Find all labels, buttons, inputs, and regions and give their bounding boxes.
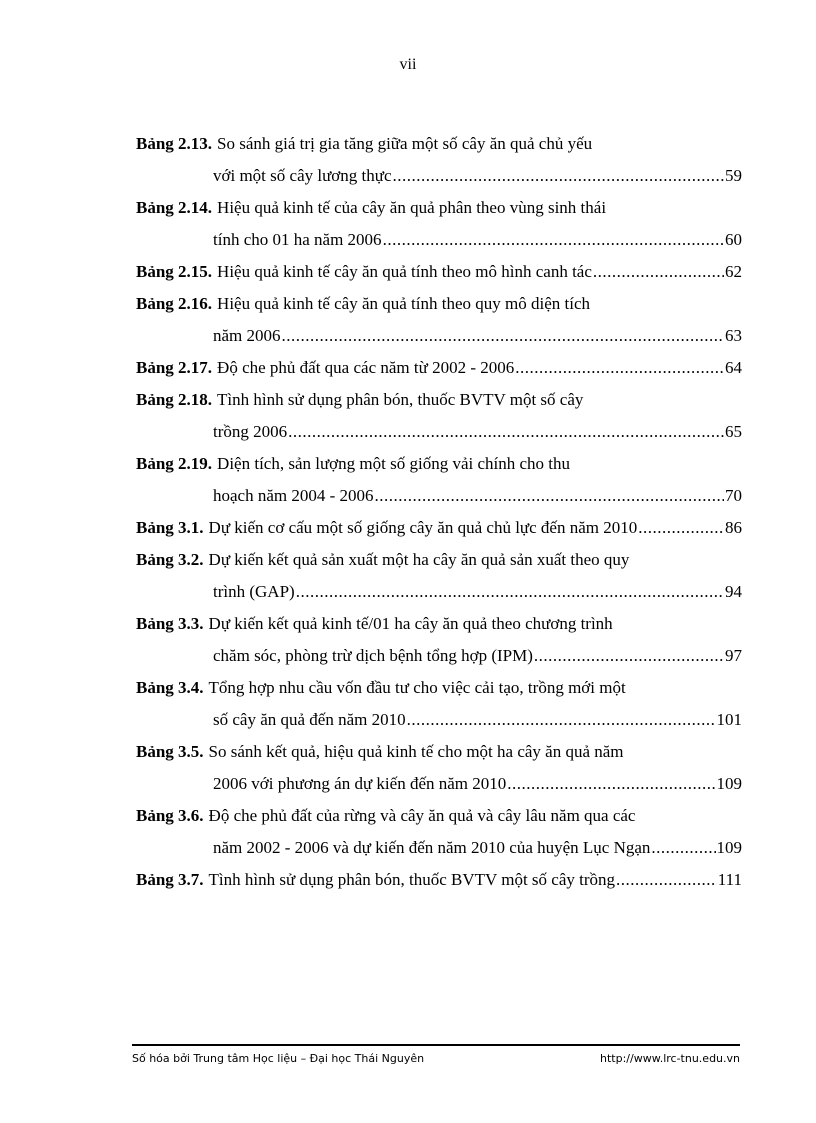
toc-entry-line [136,352,742,384]
page-ref: 101 [716,710,742,729]
table-title: trình (GAP) [213,582,295,601]
dot-leader [534,640,724,672]
table-title: So sánh giá trị gia tăng giữa một số cây ăn quả chủ yếu [217,134,593,153]
page-ref: 70 [725,486,742,505]
page-ref: 97 [725,646,742,665]
table-label: Bảng 2.16. [136,294,213,313]
table-label: Bảng 2.15. [136,262,213,281]
dot-leader [407,704,716,736]
table-title: Tình hình sử dụng phân bón, thuốc BVTV một số cây [217,390,584,409]
dot-leader [651,832,715,864]
toc-entry-line [136,128,742,160]
dot-leader [375,480,724,512]
toc-entry-line [136,192,742,224]
table-label: Bảng 2.13. [136,134,213,153]
toc-entry[interactable] [136,736,742,800]
toc-entry[interactable] [136,256,742,288]
toc-entry-line [136,800,742,832]
table-title: hoạch năm 2004 - 2006 [213,486,374,505]
footer-url[interactable]: http://www.lrc-tnu.edu.vn [600,1052,740,1065]
toc-entry-continuation [136,416,742,448]
page-ref: 60 [725,230,742,249]
toc-entry-line [136,544,742,576]
toc-entry-line [136,256,742,288]
table-title: với một số cây lương thực [213,166,392,185]
toc-entry-line [136,736,742,768]
toc-entry[interactable] [136,384,742,448]
toc-entry-line [136,512,742,544]
toc-entry-continuation [136,768,742,800]
toc-entry-continuation [136,320,742,352]
table-label: Bảng 2.18. [136,390,213,409]
table-label: Bảng 3.5. [136,742,204,761]
footer-divider [132,1044,740,1046]
toc-entry-continuation [136,576,742,608]
toc-entry[interactable] [136,288,742,352]
toc-entry-line [136,288,742,320]
page-ref: 62 [725,262,742,281]
table-label: Bảng 2.17. [136,358,213,377]
toc-entry-line [136,608,742,640]
toc-entry[interactable] [136,672,742,736]
table-title: Hiệu quả kinh tế cây ăn quả tính theo quy mô diện tích [217,294,591,313]
dot-leader [282,320,724,352]
toc-entry[interactable] [136,192,742,256]
table-title: trồng 2006 [213,422,288,441]
table-title: Độ che phủ đất qua các năm từ 2002 - 2006 [217,358,515,377]
table-title: số cây ăn quả đến năm 2010 [213,710,406,729]
dot-leader [515,352,724,384]
toc-entry[interactable] [136,544,742,608]
toc-entry[interactable] [136,128,742,192]
table-title: Dự kiến kết quả kinh tế/01 ha cây ăn quả theo chương trình [208,614,613,633]
page-number: vii [399,56,417,73]
dot-leader [296,576,724,608]
table-title: 2006 với phương án dự kiến đến năm 2010 [213,774,507,793]
table-title: Hiệu quả kinh tế cây ăn quả tính theo mô hình canh tác [217,262,592,281]
toc-entry-continuation [136,832,742,864]
table-title: Dự kiến cơ cấu một số giống cây ăn quả chủ lực đến năm 2010 [208,518,638,537]
toc-entry-line [136,448,742,480]
table-label: Bảng 2.14. [136,198,213,217]
dot-leader [288,416,724,448]
table-label: Bảng 2.19. [136,454,213,473]
toc-entry[interactable] [136,512,742,544]
page-ref: 64 [725,358,742,377]
dot-leader [507,768,715,800]
page-ref: 65 [725,422,742,441]
table-title: Dự kiến kết quả sản xuất một ha cây ăn quả sản xuất theo quy [208,550,630,569]
table-title: tính cho 01 ha năm 2006 [213,230,382,249]
toc-entry-line [136,672,742,704]
table-label: Bảng 3.6. [136,806,204,825]
toc-entry[interactable] [136,864,742,896]
page-ref: 86 [725,518,742,537]
dot-leader [393,160,724,192]
toc-entry[interactable] [136,352,742,384]
toc-entry-line [136,864,742,896]
page-ref: 109 [716,774,742,793]
toc-entry-line [136,384,742,416]
table-label: Bảng 3.4. [136,678,204,697]
toc-entry-continuation [136,704,742,736]
dot-leader [383,224,724,256]
toc-entry-continuation [136,224,742,256]
table-label: Bảng 3.2. [136,550,204,569]
page-ref: 111 [717,870,742,889]
table-title: Hiệu quả kinh tế của cây ăn quả phân theo vùng sinh thái [217,198,607,217]
page-ref: 94 [725,582,742,601]
page-ref: 109 [716,838,742,857]
toc-entry[interactable] [136,800,742,864]
page-ref: 63 [725,326,742,345]
table-title: Diện tích, sản lượng một số giống vải chính cho thu [217,454,571,473]
dot-leader [616,864,717,896]
page-ref: 59 [725,166,742,185]
toc-entry-continuation [136,480,742,512]
table-label: Bảng 3.1. [136,518,204,537]
footer [132,1052,740,1065]
list-of-tables [136,128,742,896]
table-title: Độ che phủ đất của rừng và cây ăn quả và cây lâu năm qua các [208,806,636,825]
table-title: năm 2006 [213,326,281,345]
dot-leader [593,256,724,288]
toc-entry[interactable] [136,448,742,512]
table-label: Bảng 3.7. [136,870,204,889]
toc-entry-continuation [136,160,742,192]
toc-entry-continuation [136,640,742,672]
dot-leader [638,512,724,544]
table-title: Tổng hợp nhu cầu vốn đầu tư cho việc cải tạo, trồng mới một [208,678,626,697]
table-title: năm 2002 - 2006 và dự kiến đến năm 2010 của huyện Lục Ngạn [213,838,651,857]
table-title: chăm sóc, phòng trừ dịch bệnh tổng hợp (IPM) [213,646,533,665]
table-title: Tình hình sử dụng phân bón, thuốc BVTV một số cây trồng [208,870,616,889]
table-label: Bảng 3.3. [136,614,204,633]
table-title: So sánh kết quả, hiệu quả kinh tế cho một ha cây ăn quả năm [208,742,624,761]
footer-source: Số hóa bởi Trung tâm Học liệu – Đại học Thái Nguyên [132,1052,425,1065]
toc-entry[interactable] [136,608,742,672]
